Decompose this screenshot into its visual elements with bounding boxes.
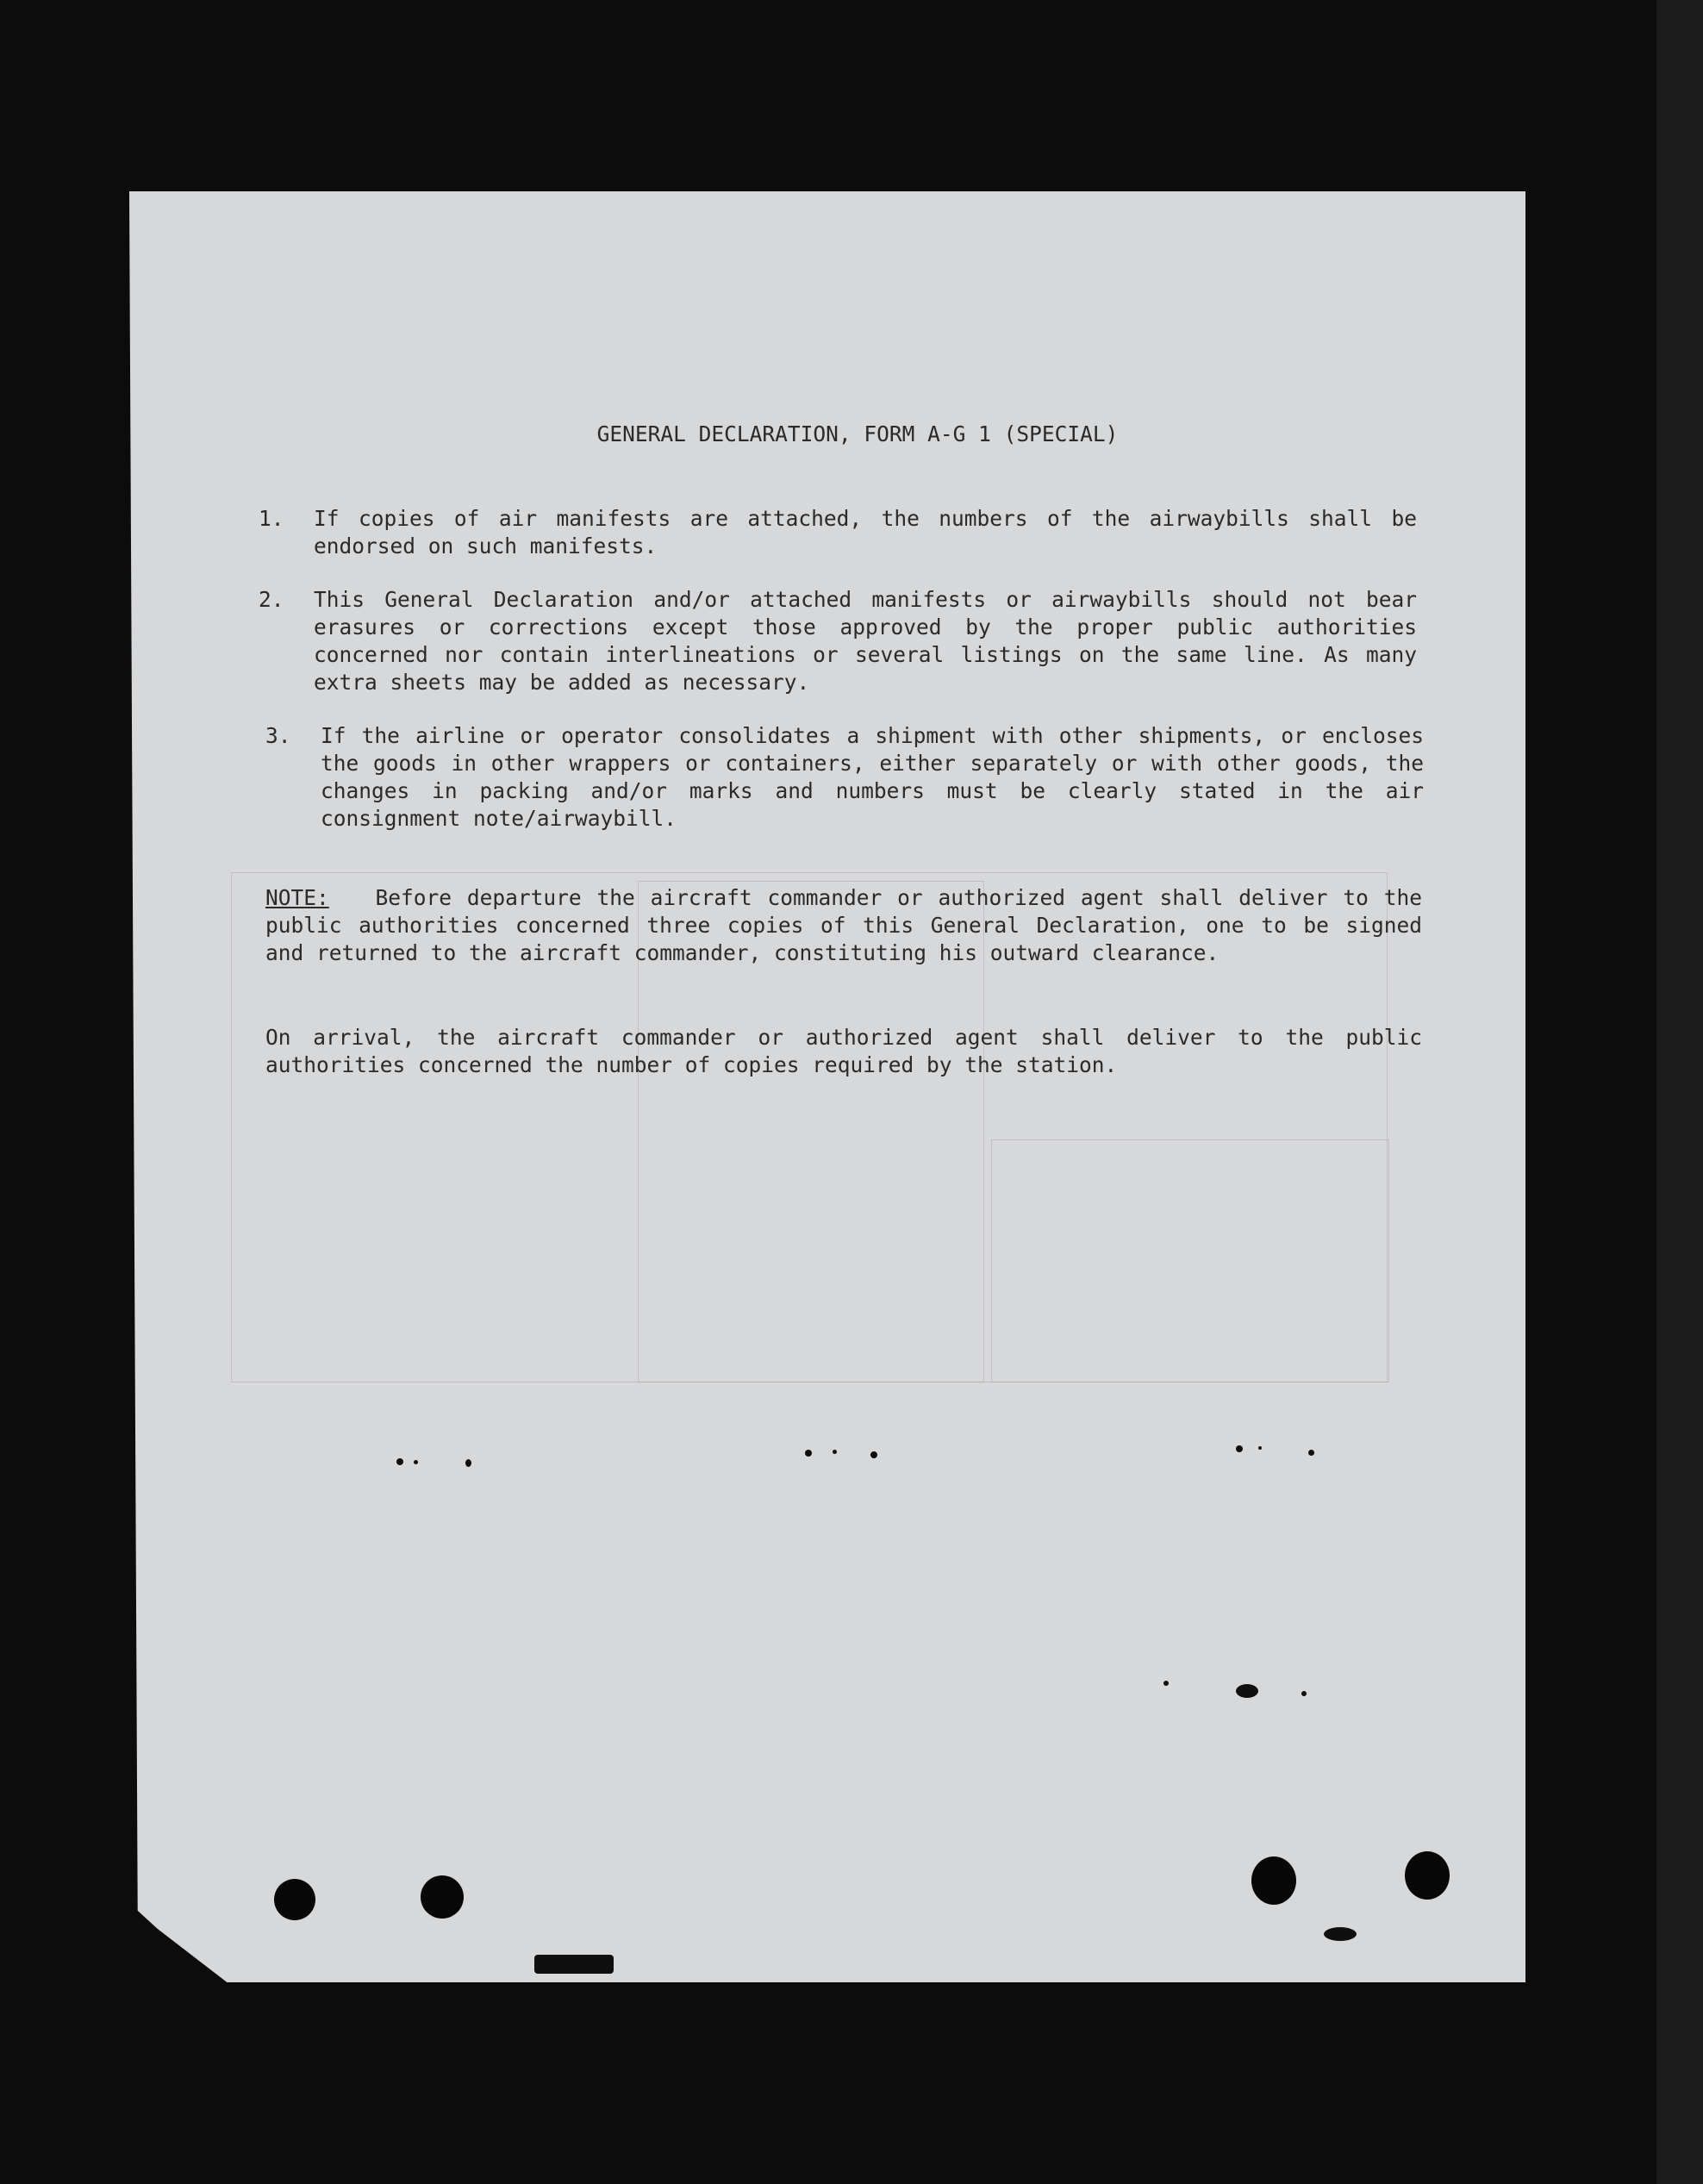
ink-speck <box>1258 1446 1262 1450</box>
film-edge <box>1656 0 1703 2184</box>
item-text: If copies of air manifests are attached, the numbers of the airwaybills shall be endorsed on such manifests. <box>314 506 1417 558</box>
punch-hole <box>1251 1856 1296 1905</box>
item-number: 3. <box>265 723 291 748</box>
ink-speck <box>1163 1681 1169 1686</box>
note-label: NOTE: <box>265 885 329 910</box>
punch-hole <box>421 1875 464 1919</box>
torn-corner <box>534 1955 614 1974</box>
ink-speck <box>805 1450 812 1457</box>
arrival-paragraph: On arrival, the aircraft commander or authorized agent shall deliver to the public authorities concerned the number of copies required by the station. <box>265 1025 1422 1077</box>
ink-speck <box>396 1458 403 1465</box>
ink-speck <box>414 1460 418 1464</box>
punch-hole <box>1405 1851 1450 1900</box>
item-text: If the airline or operator consolidates a shipment with other shipments, or encloses the goods in other wrappers or containers, either separately or with other goods, the changes in packing and/or marks and numbers must be clearly stated in the air consignment note/airwaybill. <box>321 723 1424 831</box>
note-paragraph <box>265 884 1422 967</box>
ink-speck <box>1301 1691 1307 1696</box>
item-number: 2. <box>259 587 284 612</box>
ink-speck <box>870 1451 877 1458</box>
item-number: 1. <box>259 506 284 531</box>
note-text: Before departure the aircraft commander or authorized agent shall deliver to the public authorities concerned three copies of this General Declaration, one to be signed and returned to the aircraft commander, constituting his outward clearance. <box>265 885 1422 965</box>
list-item <box>265 722 1424 833</box>
ink-speck <box>465 1459 471 1467</box>
ink-blot <box>1324 1927 1357 1941</box>
list-item <box>259 586 1417 696</box>
list-item <box>259 505 1417 560</box>
punch-hole <box>274 1879 315 1920</box>
ink-blot <box>1236 1684 1258 1698</box>
item-text: This General Declaration and/or attached manifests or airwaybills should not bear erasures or corrections except those approved by the proper public authorities concerned nor contain interlineations or several listings on the same line. As many extra sheets may be added as necessary. <box>314 587 1417 695</box>
ink-speck <box>1308 1450 1314 1456</box>
declaration-page <box>129 191 1525 1982</box>
ink-speck <box>833 1450 837 1454</box>
ink-speck <box>1236 1445 1243 1452</box>
page-title: GENERAL DECLARATION, FORM A-G 1 (SPECIAL) <box>596 421 1119 446</box>
